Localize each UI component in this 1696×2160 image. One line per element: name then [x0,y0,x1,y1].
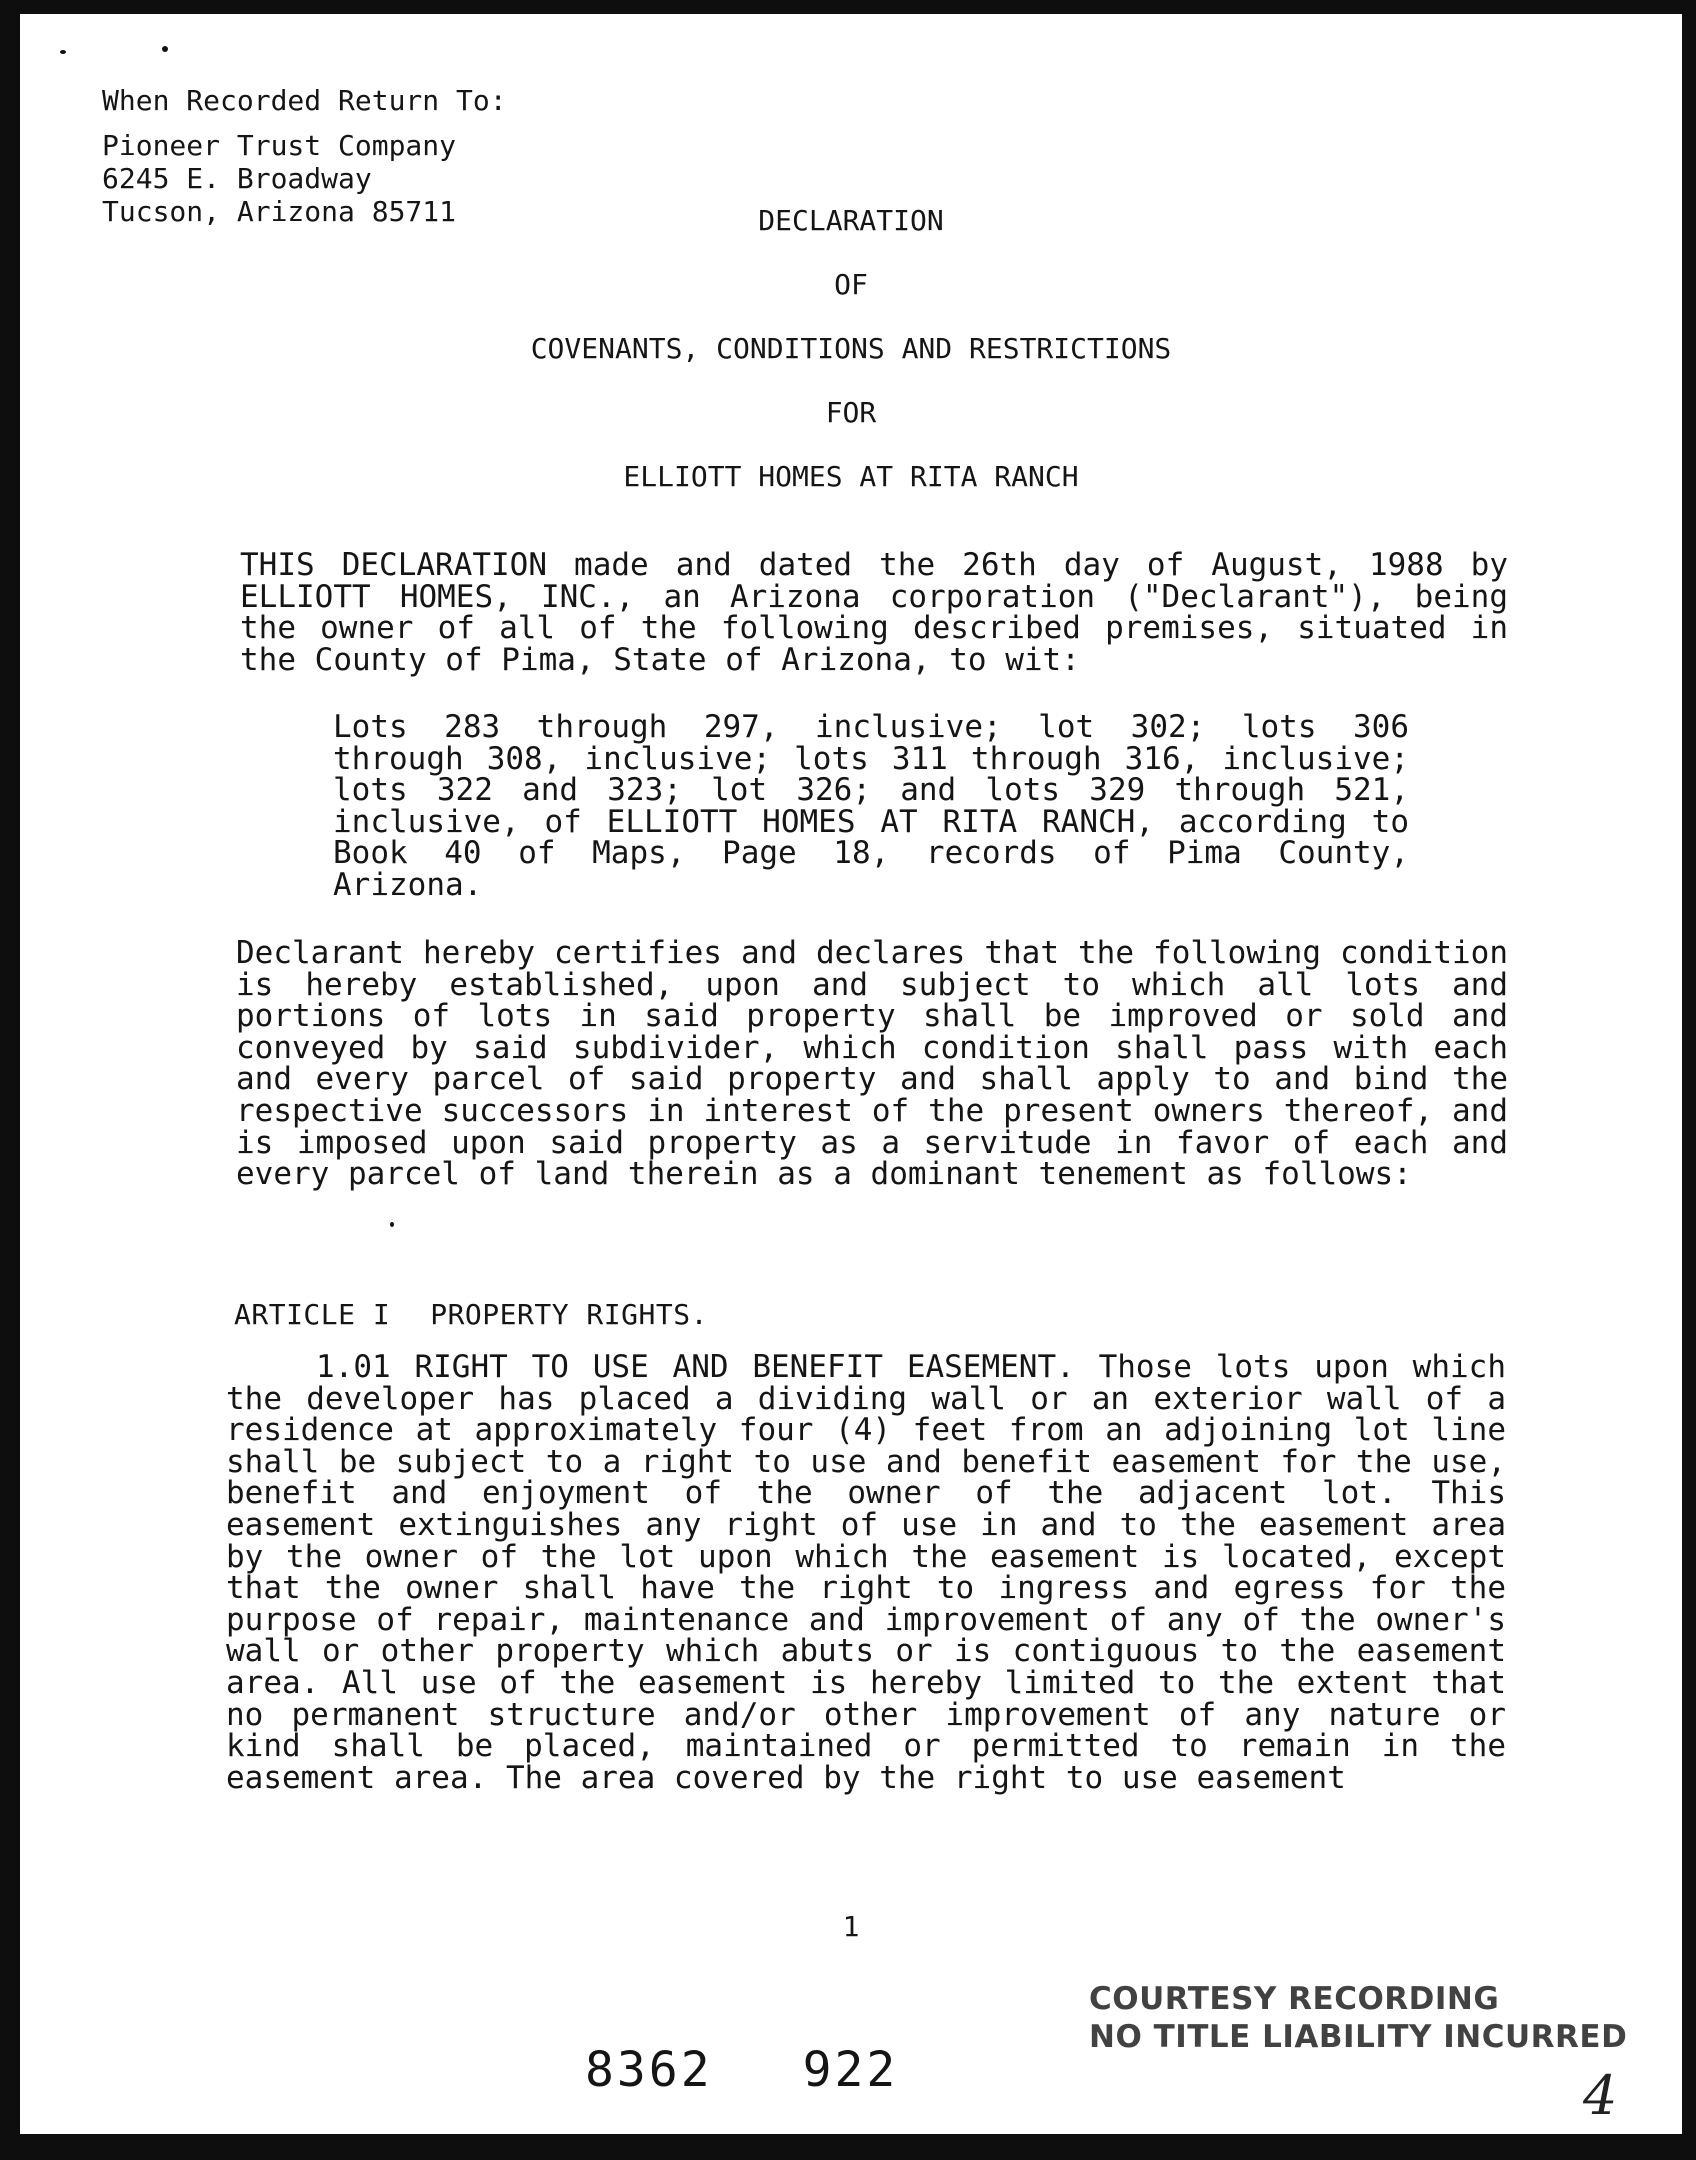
stamp-line-2: NO TITLE LIABILITY INCURRED [1089,2019,1628,2055]
title-line-4: FOR [825,396,877,429]
article-heading [234,1298,748,1331]
return-name: Pioneer Trust Company [102,129,457,162]
page-number: 1 [842,1910,860,1943]
title-line-2: OF [834,268,868,301]
return-label: When Recorded Return To: [102,84,507,117]
article-title: PROPERTY RIGHTS. [430,1298,708,1331]
section-1-01: 1.01 RIGHT TO USE AND BENEFIT EASEMENT. Those lots upon which the developer has placed a dividing wall or an exterior wall of a residence at approximately four (4) feet from an adjoining lot line shall be subject to a right to use and benefit easement for the use, benefit and enjoyment of the owner of the adjacent lot. This easement extinguishes any right of use in and to the easement area by the owner of the lot upon which the easement is located, except that the owner shall have the right to ingress and egress for the purpose of repair, maintenance and improvement of any of the owner's wall or other property which abuts or is contiguous to the easement area. All use of the easement is hereby limited to the extent that no permanent structure and/or other improvement of any nature or kind shall be placed, maintained or permitted to remain in the easement area. The area covered by the right to use easement [226,1349,1506,1796]
declarant-paragraph: Declarant hereby certifies and declares that the following condition is hereby established, upon and subject to which all lots and portions of lots in said property shall be improved or sold and conveyed by said subdivider, which condition shall pass with each and every parcel of said property and shall apply to and bind the respective successors in interest of the present owners thereof, and is imposed upon said property as a servitude in favor of each and every parcel of land therein as a dominant tenement as follows: [236,935,1508,1193]
article-number: ARTICLE I [234,1298,391,1331]
stamp-line-1: COURTESY RECORDING [1089,1981,1500,2017]
return-city: Tucson, Arizona 85711 [102,195,457,228]
intro-paragraph: THIS DECLARATION made and dated the 26th day of August, 1988 by ELLIOTT HOMES, INC., an Arizona corporation ("Declarant"), being the owner of all of the following described premises, situated in the County of Pima, State of Arizona, to wit: [240,547,1508,678]
docket-number: 8362 [585,2042,713,2098]
recording-stamp [1089,1980,1627,2056]
book-page-reference [585,2042,898,2098]
document-page [20,14,1682,2134]
page-reference: 922 [802,2042,899,2098]
lots-paragraph: Lots 283 through 297, inclusive; lot 302; lots 306 through 308, inclusive; lots 311 through 316, inclusive; lots 322 and 323; lot 326; and lots 329 through 521, inclusive, of ELLIOTT HOMES AT RITA RANCH, according to Book 40 of Maps, Page 18, records of Pima County, Arizona. [333,709,1409,903]
title-line-1: DECLARATION [758,204,944,237]
title-line-5: ELLIOTT HOMES AT RITA RANCH [623,460,1079,493]
return-street: 6245 E. Broadway [102,162,372,195]
handwritten-initial: 4 [1583,2064,1618,2127]
title-line-3: COVENANTS, CONDITIONS AND RESTRICTIONS [530,332,1172,365]
